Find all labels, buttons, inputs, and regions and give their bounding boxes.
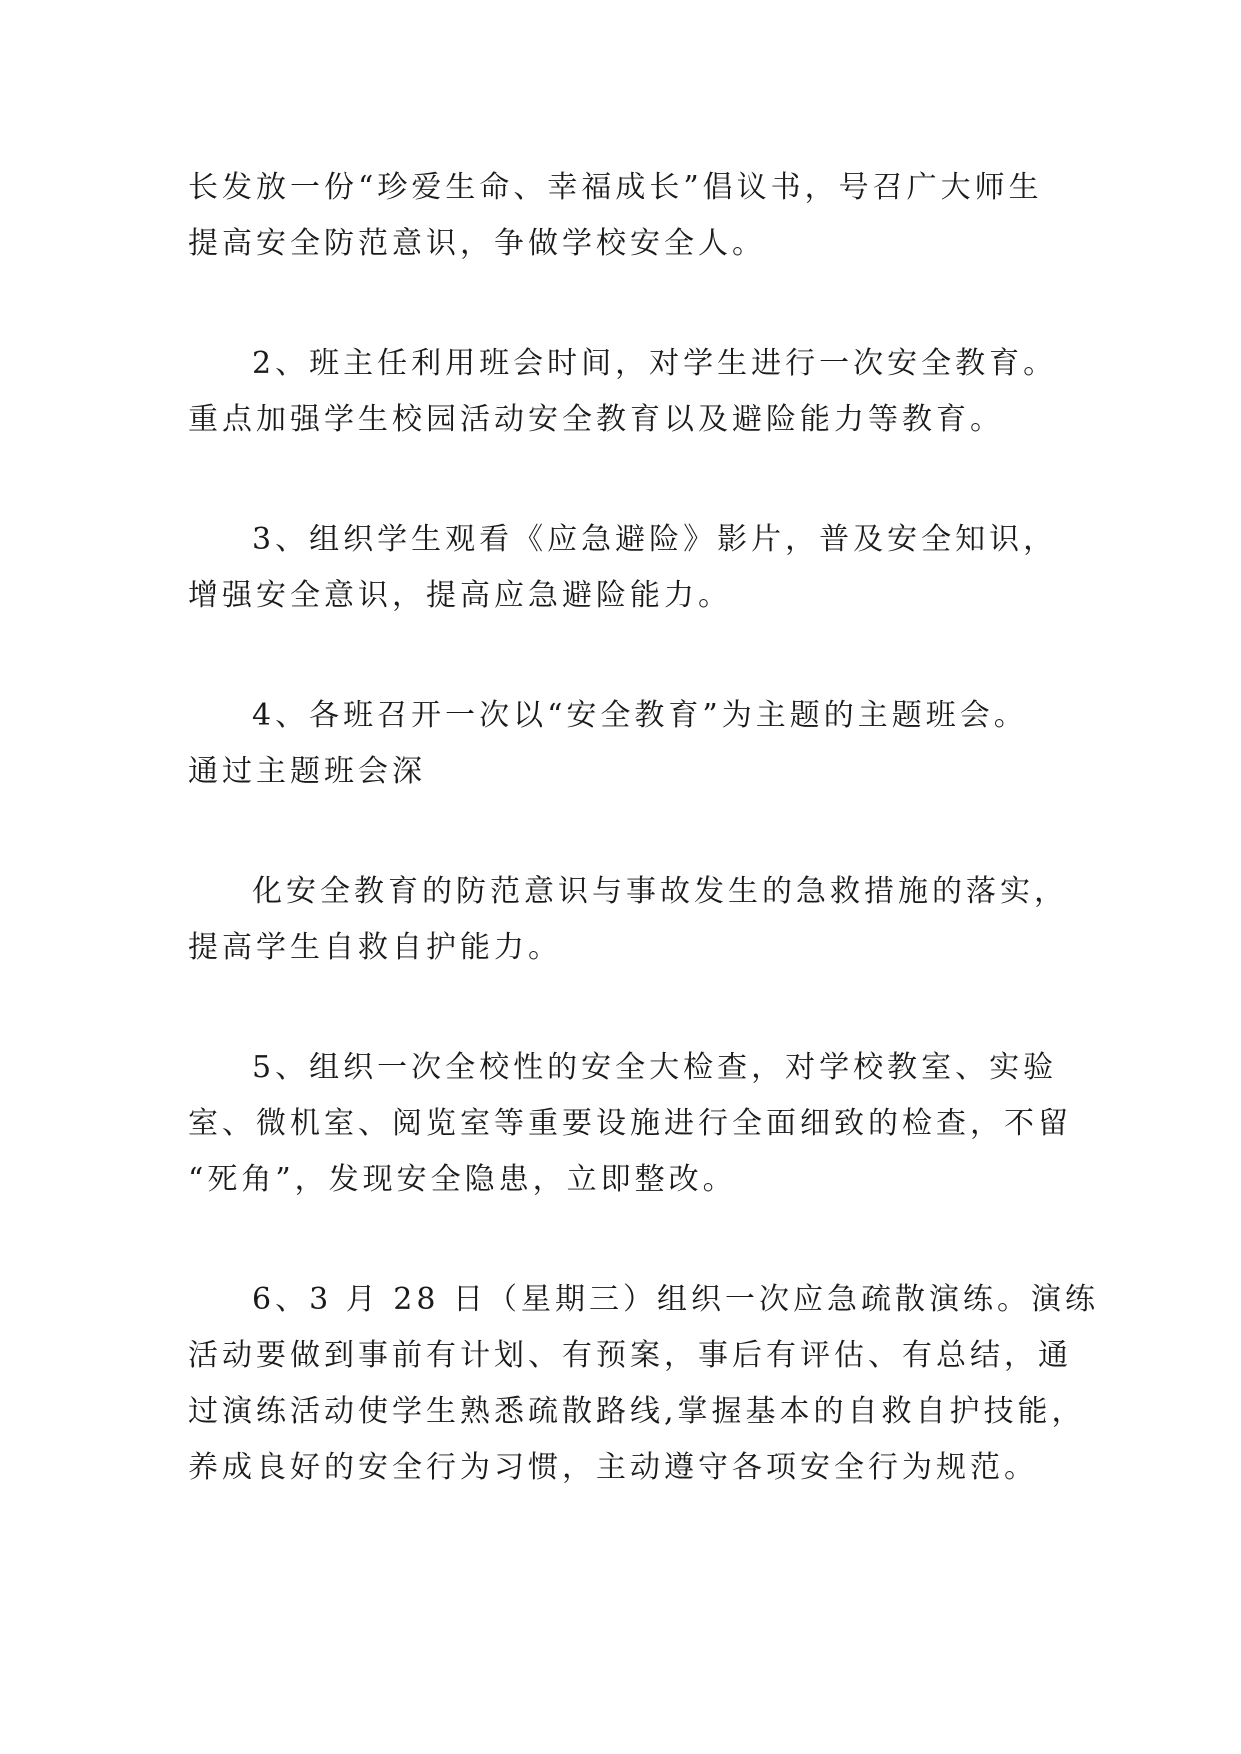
text-line: 养成良好的安全行为习惯，主动遵守各项安全行为规范。 [188, 1450, 1038, 1485]
text-line: 提高学生自救自护能力。 [188, 930, 562, 965]
text-line: 过演练活动使学生熟悉疏散路线,掌握基本的自救自护技能， [188, 1394, 1086, 1429]
paragraph-item-3 [188, 512, 1068, 624]
paragraph-item-2 [188, 336, 1068, 448]
paragraph-item-4 [188, 688, 1068, 800]
paragraph-item-5 [188, 1040, 1072, 1208]
paragraph-item-6 [188, 1272, 1099, 1496]
text-line: “死角”，发现安全隐患，立即整改。 [188, 1162, 737, 1197]
text-line: 通过主题班会深 [188, 754, 426, 789]
text-line: 室、微机室、阅览室等重要设施进行全面细致的检查，不留 [188, 1106, 1072, 1141]
text-line: 2、班主任利用班会时间，对学生进行一次安全教育。 [252, 346, 1058, 381]
text-line: 长发放一份“珍爱生命、幸福成长”倡议书，号召广大师生 [188, 170, 1043, 205]
paragraph-item-4-continued [188, 864, 1068, 976]
text-line: 5、组织一次全校性的安全大检查，对学校教室、实验 [252, 1050, 1058, 1085]
text-line: 6、3 月 28 日（星期三）组织一次应急疏散演练。演练 [252, 1282, 1099, 1317]
text-line: 提高安全防范意识，争做学校安全人。 [188, 226, 766, 261]
text-line: 重点加强学生校园活动安全教育以及避险能力等教育。 [188, 402, 1004, 437]
text-line: 4、各班召开一次以“安全教育”为主题的主题班会。 [252, 698, 1028, 733]
paragraph-initiative-continuation [188, 160, 1068, 272]
text-line: 化安全教育的防范意识与事故发生的急救措施的落实， [252, 874, 1068, 909]
text-line: 增强安全意识，提高应急避险能力。 [188, 578, 732, 613]
text-line: 活动要做到事前有计划、有预案，事后有评估、有总结，通 [188, 1338, 1072, 1373]
text-line: 3、组织学生观看《应急避险》影片，普及安全知识， [252, 522, 1058, 557]
